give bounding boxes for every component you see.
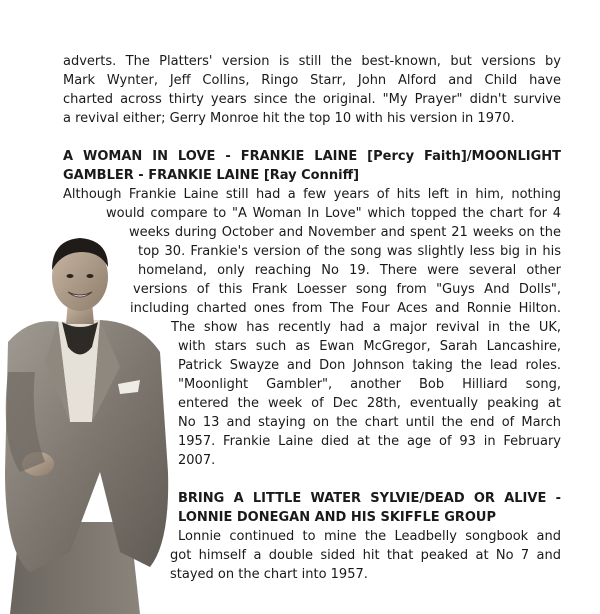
section1-body-line-2: would compare to "A Woman In Love" which topped the chart for 4 [106, 206, 561, 221]
section1-body-line-11: "Moonlight Gambler", another Bob Hilliard song, [178, 377, 561, 392]
section1-body-line-8: The show has recently had a major revival in the UK, [171, 320, 561, 335]
section1-body-line-12: entered the week of Dec 28th, eventually peaking at [178, 396, 561, 411]
section1-body-line-4: top 30. Frankie's version of the song was slightly less big in his [138, 244, 561, 259]
section1-body-line-14: 1957. Frankie Laine died at the age of 93 in February [178, 434, 561, 449]
intro-line-1: adverts. The Platters' version is still the best-known, but versions by [63, 54, 561, 69]
intro-line-4: a revival either; Gerry Monroe hit the top 10 with his version in 1970. [63, 111, 515, 126]
section1-body-line-15: 2007. [178, 453, 216, 468]
section1-body-line-7: including charted ones from The Four Aces and Ronnie Hilton. [130, 301, 561, 316]
section1-body-line-10: Patrick Swayze and Don Johnson taking the lead roles. [178, 358, 561, 373]
section1-body-line-13: No 13 and staying on the chart until the end of March [178, 415, 561, 430]
section2-body-line-3: stayed on the chart into 1957. [170, 567, 368, 582]
section2-heading-line-2: LONNIE DONEGAN AND HIS SKIFFLE GROUP [178, 510, 497, 525]
section2-heading-line-1: BRING A LITTLE WATER SYLVIE/DEAD OR ALIVE - [178, 491, 561, 506]
section1-body-line-5: homeland, only reaching No 19. There were several other [138, 263, 561, 278]
intro-line-3: charted across thirty years since the original. "My Prayer" didn't survive [63, 92, 561, 107]
frankie-laine-photo [0, 222, 175, 614]
section2-body-line-1: Lonnie continued to mine the Leadbelly songbook and [178, 529, 561, 544]
section1-body-line-6: versions of this Frank Loesser song from "Guys And Dolls", [133, 282, 561, 297]
section1-heading-line-2: GAMBLER - FRANKIE LAINE [Ray Conniff] [63, 168, 360, 183]
intro-line-2: Mark Wynter, Jeff Collins, Ringo Starr, John Alford and Child have [63, 73, 561, 88]
section1-body-line-9: with stars such as Ewan McGregor, Sarah Lancashire, [178, 339, 561, 354]
section1-body-line-3: weeks during October and November and spent 21 weeks on the [129, 225, 561, 240]
section1-heading-line-1: A WOMAN IN LOVE - FRANKIE LAINE [Percy Faith]/MOONLIGHT [63, 149, 561, 164]
section2-body-line-2: got himself a double sided hit that peaked at No 7 and [170, 548, 561, 563]
section1-body-line-1: Although Frankie Laine still had a few years of hits left in him, nothing [63, 187, 561, 202]
